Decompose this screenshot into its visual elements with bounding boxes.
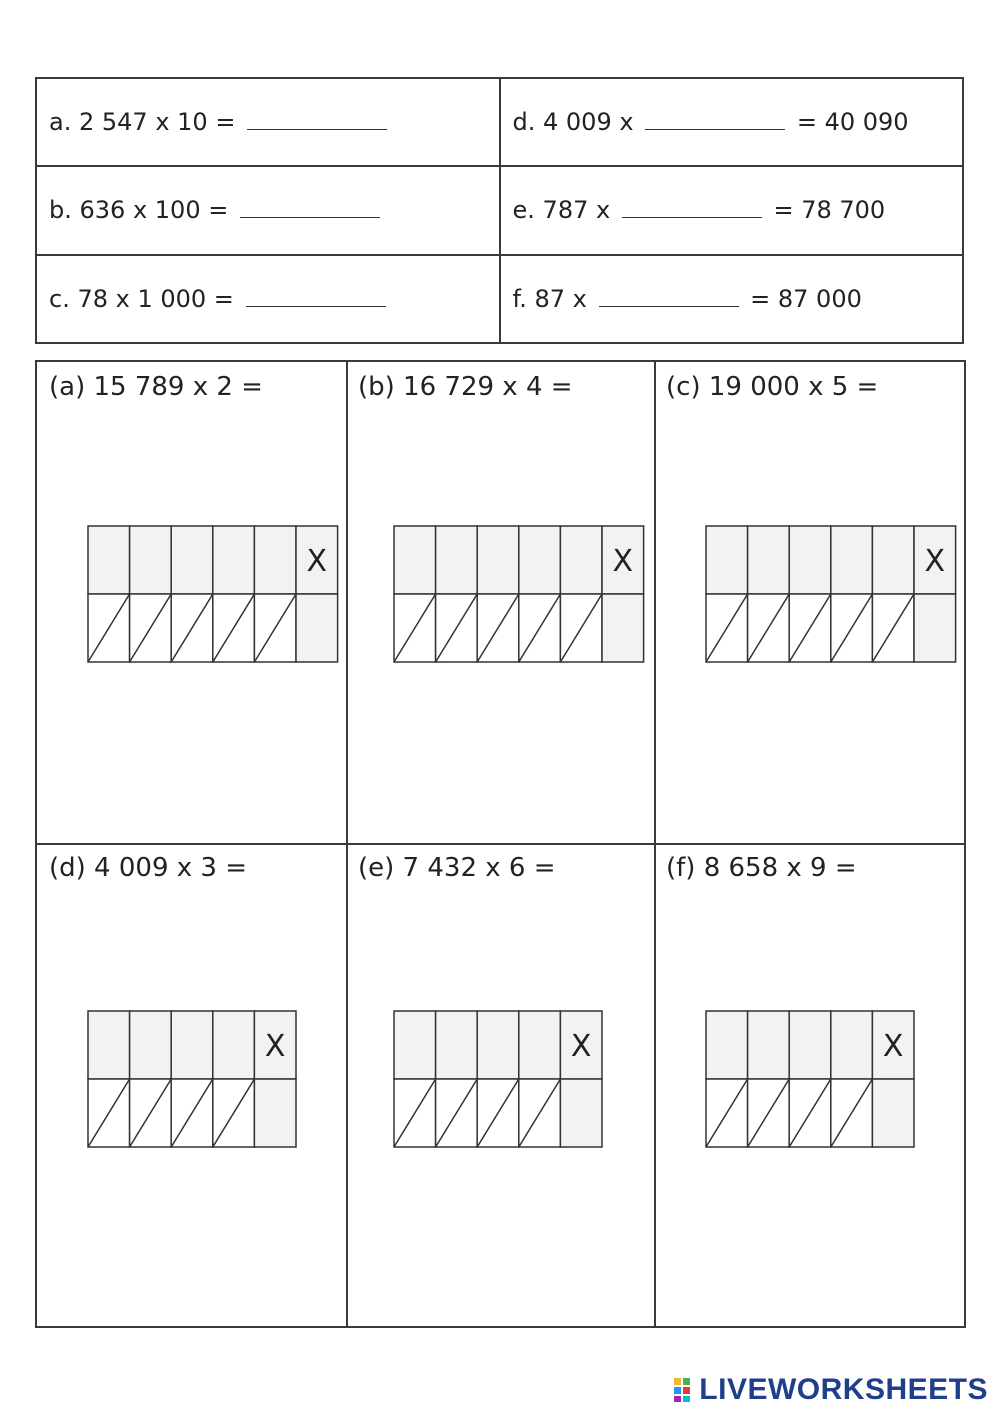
multiply-symbol: X xyxy=(306,544,328,579)
digit-cell xyxy=(213,526,255,594)
answer-blank[interactable] xyxy=(645,109,785,130)
digit-cell xyxy=(171,1011,213,1079)
multiply-symbol: X xyxy=(924,544,946,579)
multiplier-cell xyxy=(254,1079,296,1147)
problem-label: e. xyxy=(512,196,535,225)
lattice-grid xyxy=(87,525,339,663)
multiply-symbol: X xyxy=(612,544,634,579)
problem-expression: 2 547 x 10 = xyxy=(78,108,236,137)
problem-expression: 87 x xyxy=(534,284,587,313)
digit-cell xyxy=(477,526,519,594)
digit-cell xyxy=(519,526,561,594)
lattice-svg xyxy=(705,525,957,663)
digit-cell xyxy=(436,1011,478,1079)
problem-text: (d) 4 009 x 3 = xyxy=(49,853,247,883)
problem-a xyxy=(36,78,500,166)
multiplier-cell xyxy=(296,594,338,662)
logo-text: LIVEWORKSHEETS xyxy=(699,1373,988,1406)
multiply-symbol: X xyxy=(570,1029,592,1064)
problem-text: (c) 19 000 x 5 = xyxy=(666,372,879,402)
digit-cell xyxy=(130,1011,172,1079)
problem-text: (e) 7 432 x 6 = xyxy=(358,853,556,883)
multiplier-cell xyxy=(872,1079,914,1147)
problem-d xyxy=(500,78,964,166)
problem-label: c. xyxy=(49,284,70,313)
lattice-grid xyxy=(393,1010,603,1148)
lattice-svg xyxy=(393,1010,603,1148)
digit-cell xyxy=(130,526,172,594)
problem-e xyxy=(500,166,964,254)
problem-text: (a) 15 789 x 2 = xyxy=(49,372,263,402)
lattice-grid xyxy=(705,525,957,663)
problem-expression: 78 x 1 000 = xyxy=(77,284,234,313)
digit-cell xyxy=(560,526,602,594)
problem-result: = 78 700 xyxy=(773,196,886,225)
problem-expression: 4 009 x xyxy=(543,108,634,137)
lattice-cell-d xyxy=(37,843,348,1328)
problem-expression: 636 x 100 = xyxy=(79,196,229,225)
digit-cell xyxy=(88,526,130,594)
answer-blank[interactable] xyxy=(622,197,762,218)
lattice-grid xyxy=(393,525,645,663)
top-exercise-table xyxy=(35,77,964,344)
answer-blank[interactable] xyxy=(247,109,387,130)
liveworksheets-logo-icon xyxy=(673,1377,699,1403)
digit-cell xyxy=(254,526,296,594)
digit-cell xyxy=(519,1011,561,1079)
digit-cell xyxy=(477,1011,519,1079)
digit-cell xyxy=(436,526,478,594)
answer-blank[interactable] xyxy=(246,286,386,307)
problem-label: b. xyxy=(49,196,72,225)
problem-text: (f) 8 658 x 9 = xyxy=(666,853,857,883)
digit-cell xyxy=(789,1011,831,1079)
problem-c xyxy=(36,255,500,343)
liveworksheets-logo xyxy=(673,1372,988,1408)
multiplier-cell xyxy=(602,594,644,662)
digit-cell xyxy=(213,1011,255,1079)
problem-expression: 787 x xyxy=(542,196,611,225)
problem-label: d. xyxy=(512,108,536,137)
lattice-svg xyxy=(393,525,645,663)
multiply-symbol: X xyxy=(264,1029,286,1064)
answer-blank[interactable] xyxy=(599,286,739,307)
lattice-problems-area xyxy=(35,360,966,1328)
lattice-svg xyxy=(87,1010,297,1148)
answer-blank[interactable] xyxy=(240,197,380,218)
lattice-svg xyxy=(87,525,339,663)
lattice-svg xyxy=(705,1010,915,1148)
digit-cell xyxy=(88,1011,130,1079)
digit-cell xyxy=(872,526,914,594)
digit-cell xyxy=(789,526,831,594)
digit-cell xyxy=(394,526,436,594)
multiply-symbol: X xyxy=(882,1029,904,1064)
problem-b xyxy=(36,166,500,254)
lattice-cell-e xyxy=(346,843,656,1328)
digit-cell xyxy=(171,526,213,594)
digit-cell xyxy=(831,1011,873,1079)
problem-f xyxy=(500,255,964,343)
multiplier-cell xyxy=(914,594,956,662)
problem-text: (b) 16 729 x 4 = xyxy=(358,372,573,402)
digit-cell xyxy=(394,1011,436,1079)
lattice-grid xyxy=(87,1010,297,1148)
digit-cell xyxy=(748,526,790,594)
lattice-cell-c xyxy=(654,362,964,845)
problem-label: a. xyxy=(49,108,72,137)
problem-label: f. xyxy=(512,284,527,313)
lattice-cell-b xyxy=(346,362,656,845)
digit-cell xyxy=(831,526,873,594)
lattice-grid xyxy=(705,1010,915,1148)
digit-cell xyxy=(706,1011,748,1079)
digit-cell xyxy=(748,1011,790,1079)
problem-result: = 40 090 xyxy=(796,108,909,137)
lattice-cell-a xyxy=(37,362,348,845)
problem-result: = 87 000 xyxy=(750,284,862,313)
digit-cell xyxy=(706,526,748,594)
lattice-cell-f xyxy=(654,843,964,1328)
multiplier-cell xyxy=(560,1079,602,1147)
